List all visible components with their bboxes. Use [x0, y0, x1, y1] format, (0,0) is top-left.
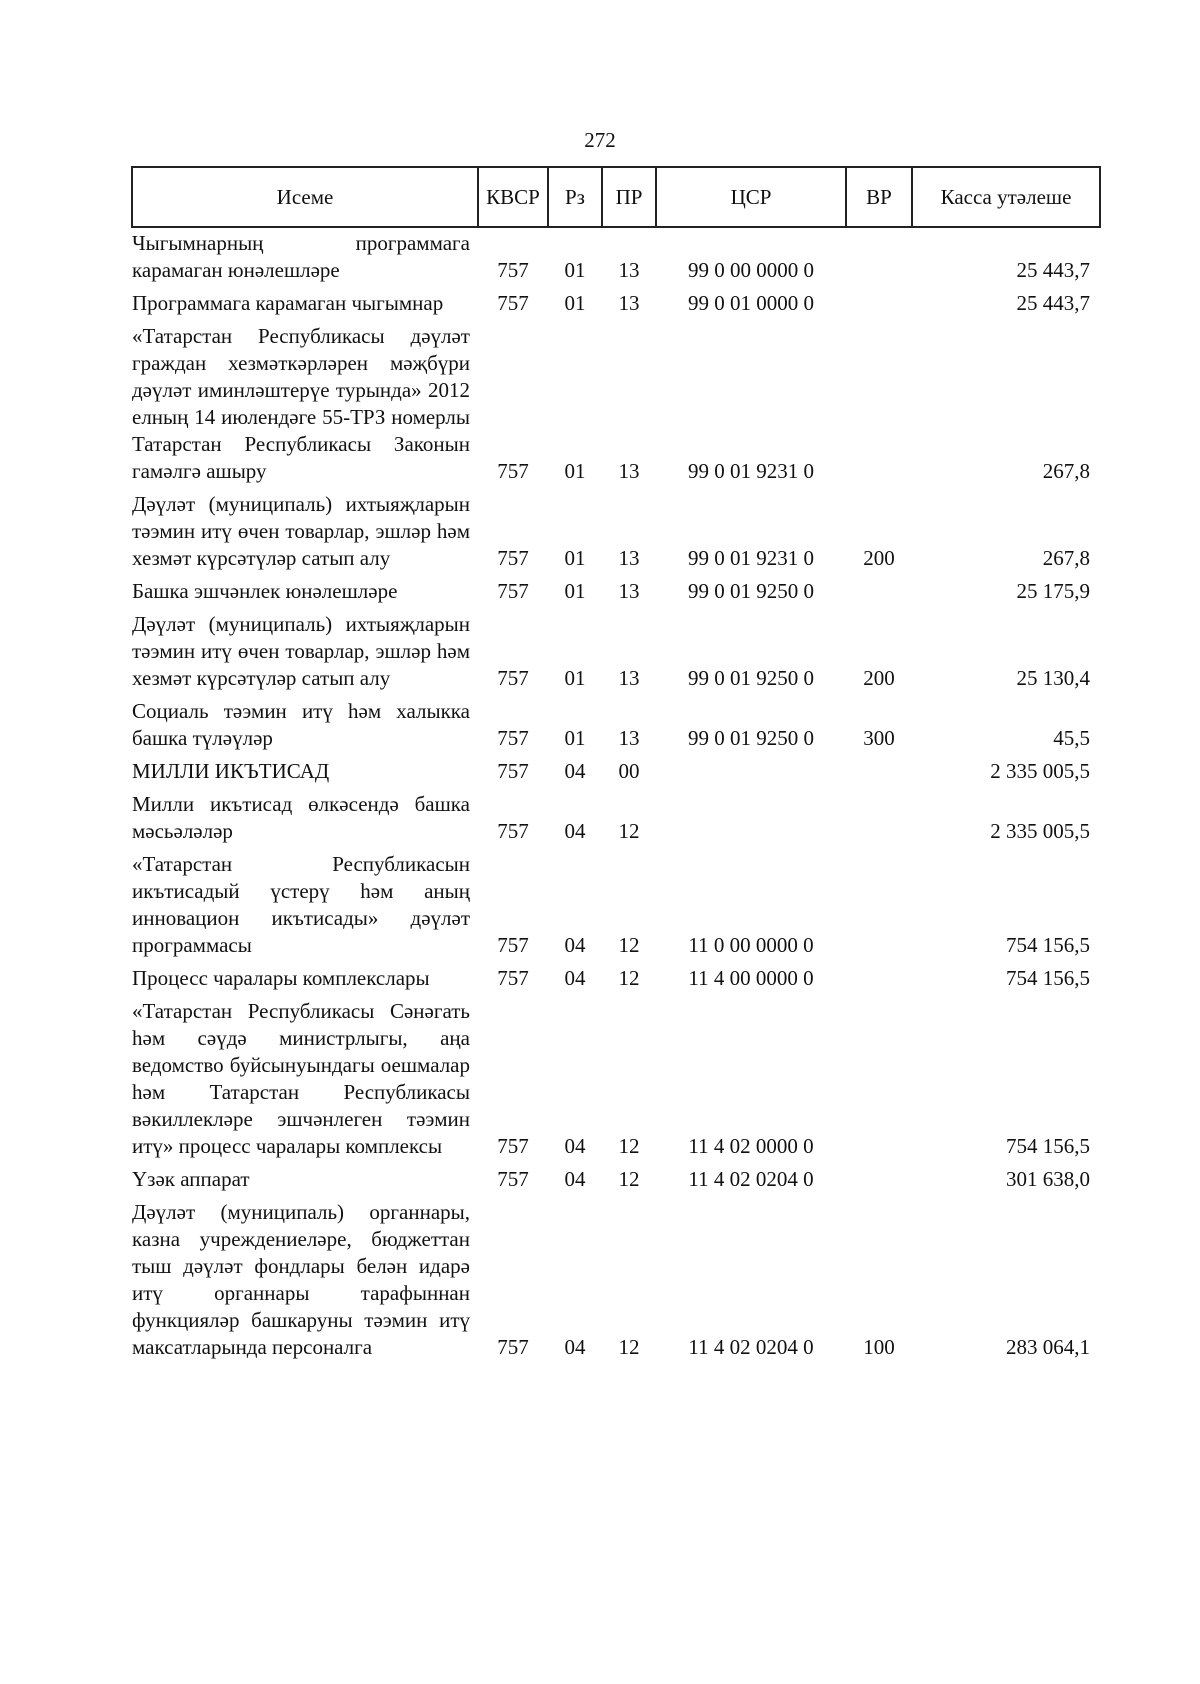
cell-name: Башка эшчәнлек юнәлешләре — [132, 579, 398, 603]
table-row — [132, 1164, 1100, 1197]
cell-amount: 754 156,5 — [1006, 1134, 1090, 1158]
cell-kvsr: 757 — [497, 819, 529, 843]
table-row — [132, 963, 1100, 996]
cell-vr: 100 — [863, 1335, 895, 1359]
cell-pr: 13 — [618, 726, 640, 750]
cell-csr: 11 4 02 0000 0 — [688, 1134, 814, 1158]
table-row — [132, 576, 1100, 609]
cell-csr: 11 4 02 0204 0 — [688, 1167, 814, 1191]
cell-vr — [846, 227, 912, 288]
cell-pr: 13 — [618, 666, 640, 690]
cell-rz: 01 — [564, 546, 586, 570]
cell-pr: 13 — [618, 579, 640, 603]
cell-pr: 12 — [618, 933, 640, 957]
cell-amount: 2 335 005,5 — [990, 819, 1090, 843]
cell-kvsr: 757 — [497, 1335, 529, 1359]
cell-amount: 267,8 — [1042, 459, 1090, 483]
table-row — [132, 849, 1100, 963]
cell-vr: 300 — [863, 726, 895, 750]
cell-csr: 99 0 01 9250 0 — [688, 726, 814, 750]
header-vr: ВР — [846, 167, 912, 227]
cell-vr — [846, 849, 912, 963]
cell-pr: 12 — [618, 1335, 640, 1359]
table-row — [132, 489, 1100, 576]
cell-kvsr: 757 — [497, 546, 529, 570]
cell-vr: 200 — [863, 546, 895, 570]
cell-pr: 13 — [618, 459, 640, 483]
cell-amount: 2 335 005,5 — [990, 759, 1090, 783]
cell-rz: 04 — [564, 759, 586, 783]
cell-kvsr: 757 — [497, 966, 529, 990]
cell-csr: 99 0 01 9231 0 — [688, 459, 814, 483]
cell-rz: 04 — [564, 1167, 586, 1191]
cell-kvsr: 757 — [497, 933, 529, 957]
cell-kvsr: 757 — [497, 726, 529, 750]
cell-amount: 25 443,7 — [1016, 291, 1090, 315]
cell-csr: 99 0 01 9250 0 — [688, 579, 814, 603]
cell-name: Чыгымнарның программага карамаган юнәлешләре — [132, 231, 470, 282]
cell-amount: 45,5 — [1053, 726, 1090, 750]
cell-name: МИЛЛИ ИКЪТИСАД — [132, 759, 330, 783]
cell-pr: 12 — [618, 1134, 640, 1158]
cell-pr: 13 — [618, 258, 640, 282]
cell-amount: 754 156,5 — [1006, 933, 1090, 957]
cell-csr — [656, 789, 846, 849]
cell-kvsr: 757 — [497, 759, 529, 783]
cell-name: «Татарстан Республикасы Сәнәгать һәм сәүдә министрлыгы, аңа ведомство буйсынуындагы оешмалар һәм Татарстан Республикасы вәкиллекләре эшчәнлеген тәэмин итү» процесс чаралары комплексы — [132, 999, 470, 1158]
cell-name: Процесс чаралары комплекслары — [132, 966, 430, 990]
cell-name: Үзәк аппарат — [132, 1167, 250, 1191]
cell-kvsr: 757 — [497, 459, 529, 483]
header-name: Исеме — [132, 167, 478, 227]
cell-csr: 11 4 02 0204 0 — [688, 1335, 814, 1359]
cell-pr: 12 — [618, 966, 640, 990]
table-header — [132, 167, 1100, 227]
cell-rz: 04 — [564, 933, 586, 957]
cell-csr: 99 0 00 0000 0 — [688, 258, 814, 282]
cell-csr — [656, 756, 846, 789]
cell-rz: 04 — [564, 819, 586, 843]
cell-kvsr: 757 — [497, 258, 529, 282]
cell-rz: 01 — [564, 258, 586, 282]
cell-pr: 00 — [618, 759, 640, 783]
cell-rz: 04 — [564, 1134, 586, 1158]
table-row — [132, 996, 1100, 1164]
cell-amount: 754 156,5 — [1006, 966, 1090, 990]
cell-csr: 99 0 01 9231 0 — [688, 546, 814, 570]
table-row — [132, 288, 1100, 321]
cell-vr — [846, 321, 912, 489]
cell-amount: 25 443,7 — [1016, 258, 1090, 282]
cell-pr: 13 — [618, 546, 640, 570]
cell-name: Социаль тәэмин итү һәм халыкка башка түләүләр — [132, 699, 470, 750]
cell-name: Милли икътисад өлкәсендә башка мәсьәләләр — [132, 792, 470, 843]
cell-pr: 13 — [618, 291, 640, 315]
cell-vr: 200 — [863, 666, 895, 690]
cell-vr — [846, 996, 912, 1164]
cell-pr: 12 — [618, 1167, 640, 1191]
table-row — [132, 321, 1100, 489]
cell-vr — [846, 1164, 912, 1197]
cell-vr — [846, 963, 912, 996]
cell-pr: 12 — [618, 819, 640, 843]
cell-rz: 01 — [564, 459, 586, 483]
header-kassa: Касса утәлеше — [912, 167, 1100, 227]
cell-csr: 11 0 00 0000 0 — [688, 933, 814, 957]
cell-name: Дәүләт (муниципаль) органнары, казна учреждениеләре, бюджеттан тыш дәүләт фондлары белән идарә итү органнары тарафыннан функцияләр башкаруны тәэмин итү максатларында персоналга — [132, 1200, 470, 1359]
cell-vr — [846, 576, 912, 609]
cell-name: «Татарстан Республикасын икътисадый үстерү һәм аның инновацион икътисады» дәүләт программасы — [132, 852, 470, 957]
cell-kvsr: 757 — [497, 1167, 529, 1191]
header-pr: ПР — [602, 167, 656, 227]
cell-amount: 25 175,9 — [1016, 579, 1090, 603]
table-body — [132, 227, 1100, 1365]
cell-kvsr: 757 — [497, 1134, 529, 1158]
cell-amount: 267,8 — [1042, 546, 1090, 570]
cell-name: Дәүләт (муниципаль) ихтыяҗларын тәэмин итү өчен товарлар, эшләр һәм хезмәт күрсәтүләр сатып алу — [132, 612, 470, 690]
cell-csr: 11 4 00 0000 0 — [688, 966, 814, 990]
header-rz: Рз — [548, 167, 602, 227]
cell-name: Программага карамаган чыгымнар — [132, 291, 444, 315]
cell-amount: 301 638,0 — [1006, 1167, 1090, 1191]
cell-amount: 283 064,1 — [1006, 1335, 1090, 1359]
cell-rz: 01 — [564, 666, 586, 690]
cell-kvsr: 757 — [497, 666, 529, 690]
cell-rz: 04 — [564, 1335, 586, 1359]
cell-name: Дәүләт (муниципаль) ихтыяҗларын тәэмин итү өчен товарлар, эшләр һәм хезмәт күрсәтүләр сатып алу — [132, 492, 470, 570]
table-row — [132, 227, 1100, 288]
cell-rz: 04 — [564, 966, 586, 990]
cell-rz: 01 — [564, 291, 586, 315]
page-number: 272 — [584, 128, 616, 152]
cell-kvsr: 757 — [497, 579, 529, 603]
cell-vr — [846, 789, 912, 849]
table-row — [132, 696, 1100, 756]
table-row — [132, 756, 1100, 789]
budget-table — [131, 166, 1101, 1365]
cell-amount: 25 130,4 — [1016, 666, 1090, 690]
cell-rz: 01 — [564, 726, 586, 750]
cell-csr: 99 0 01 9250 0 — [688, 666, 814, 690]
cell-kvsr: 757 — [497, 291, 529, 315]
header-csr: ЦСР — [656, 167, 846, 227]
table-row — [132, 1197, 1100, 1365]
cell-vr — [846, 756, 912, 789]
cell-vr — [846, 288, 912, 321]
cell-rz: 01 — [564, 579, 586, 603]
table-row — [132, 789, 1100, 849]
header-kvsr: КВСР — [478, 167, 548, 227]
cell-name: «Татарстан Республикасы дәүләт граждан хезмәткәрләрен мәҗбүри дәүләт иминләштерүе турында» 2012 елның 14 июлендәге 55-ТРЗ номерлы Татарстан Республикасы Законын гамәлгә ашыру — [132, 324, 470, 483]
table-row — [132, 609, 1100, 696]
cell-csr: 99 0 01 0000 0 — [688, 291, 814, 315]
